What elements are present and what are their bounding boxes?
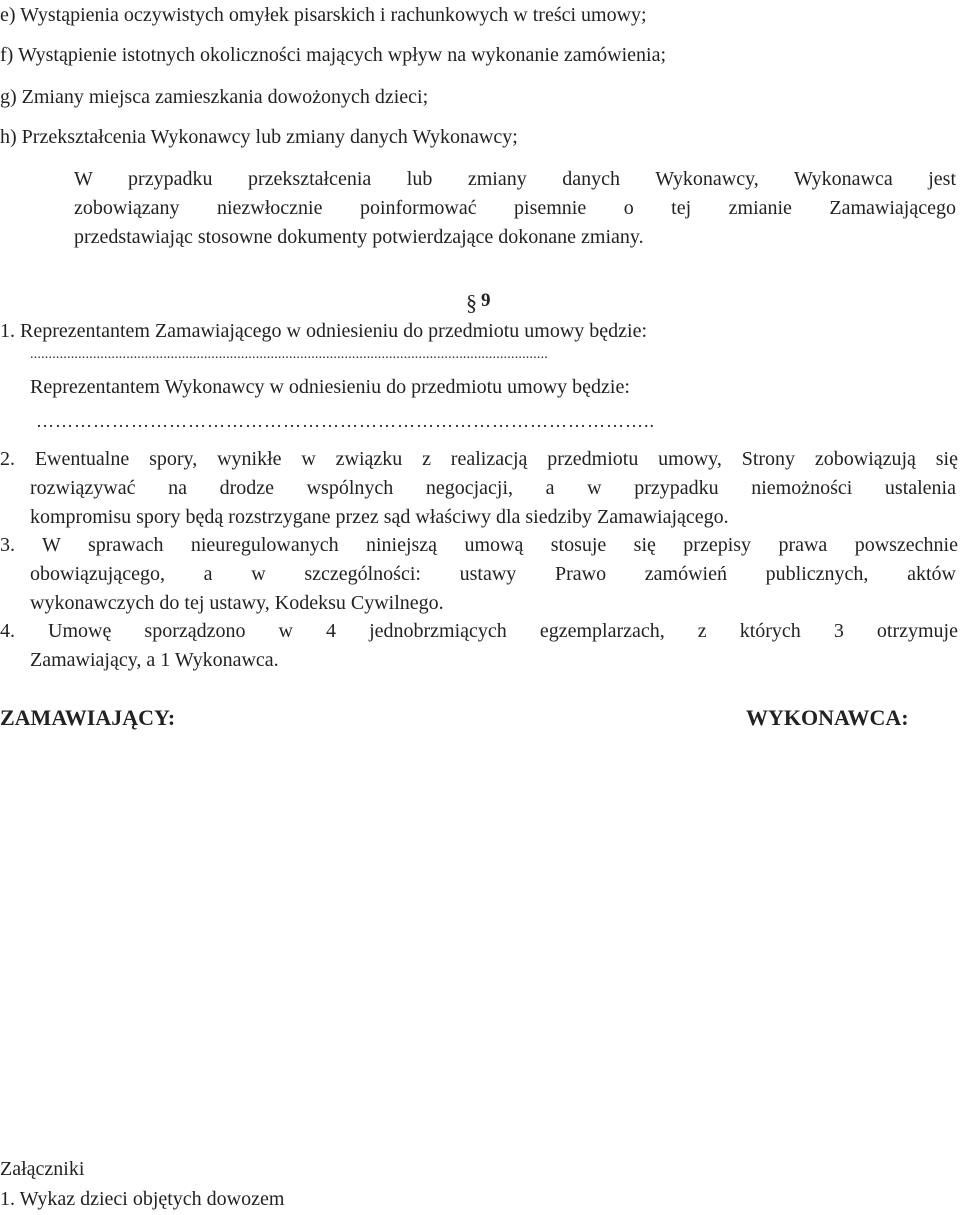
section-number: 9 xyxy=(481,290,491,311)
transformation-paragraph-line-2: zobowiązany niezwłocznie poinformować pisemnie o tej zmianie Zamawiającego xyxy=(74,197,956,219)
point-2-line-3: kompromisu spory będą rozstrzygane przez sąd właściwy dla siedziby Zamawiającego. xyxy=(30,506,729,528)
list-item-f: f) Wystąpienie istotnych okoliczności mających wpływ na wykonanie zamówienia; xyxy=(0,44,667,66)
signature-label-contractor: WYKONAWCA: xyxy=(746,705,909,730)
point-1-dots-2: …………………………………………………………………………………….. xyxy=(36,411,655,431)
list-item-e: e) Wystąpienia oczywistych omyłek pisarskich i rachunkowych w treści umowy; xyxy=(0,4,647,26)
list-item-h: h) Przekształcenia Wykonawcy lub zmiany danych Wykonawcy; xyxy=(0,126,518,148)
point-2-line-2: rozwiązywać na drodze wspólnych negocjacji, a w przypadku niemożności ustalenia xyxy=(30,477,956,499)
signature-label-employer: ZAMAWIAJĄCY: xyxy=(0,705,176,730)
transformation-paragraph-line-1: W przypadku przekształcenia lub zmiany danych Wykonawcy, Wykonawca jest xyxy=(74,168,956,190)
transformation-paragraph-line-3: przedstawiając stosowne dokumenty potwierdzające dokonane zmiany. xyxy=(74,226,644,248)
list-item-g: g) Zmiany miejsca zamieszkania dowożonych dzieci; xyxy=(0,86,429,108)
point-4-line-2: Zamawiający, a 1 Wykonawca. xyxy=(30,649,279,671)
point-3-line-2: obowiązującego, a w szczególności: ustawy Prawo zamówień publicznych, aktów xyxy=(30,563,956,585)
section-symbol: § xyxy=(466,290,477,315)
point-1-line-2: Reprezentantem Wykonawcy w odniesieniu do przedmiotu umowy będzie: xyxy=(30,376,630,398)
point-2-line-1: 2. Ewentualne spory, wynikłe w związku z realizacją przedmiotu umowy, Strony zobowiązują się xyxy=(0,448,958,470)
section-heading xyxy=(466,290,491,318)
attachment-item-1: 1. Wykaz dzieci objętych dowozem xyxy=(0,1188,285,1210)
point-1-dots-1: ............................................................................................................................................ xyxy=(30,347,548,362)
point-4-line-1: 4. Umowę sporządzono w 4 jednobrzmiących egzemplarzach, z których 3 otrzymuje xyxy=(0,620,958,642)
attachments-heading: Załączniki xyxy=(0,1158,85,1180)
point-3-line-1: 3. W sprawach nieuregulowanych niniejszą umową stosuje się przepisy prawa powszechnie xyxy=(0,534,958,556)
point-3-line-3: wykonawczych do tej ustawy, Kodeksu Cywilnego. xyxy=(30,592,444,614)
point-1-line-1: 1. Reprezentantem Zamawiającego w odniesieniu do przedmiotu umowy będzie: xyxy=(0,320,648,342)
